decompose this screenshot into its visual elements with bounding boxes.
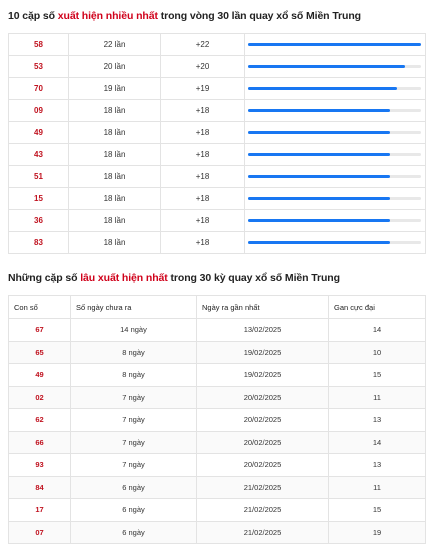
occurrence-count: 18 lần: [69, 188, 161, 210]
header-last-date: Ngày ra gần nhất: [197, 296, 329, 319]
longest-absent-heading: [8, 272, 340, 284]
frequency-bar-track: [248, 87, 421, 90]
days-absent: 7 ngày: [71, 386, 197, 409]
heading-pre: 10 cặp số: [8, 10, 58, 22]
lottery-number[interactable]: 17: [9, 499, 71, 522]
table-row: [9, 409, 426, 432]
occurrence-count: 19 lần: [69, 78, 161, 100]
table-row: [9, 499, 426, 522]
table-row: [9, 386, 426, 409]
occurrence-diff: +18: [161, 144, 245, 166]
table-row: [9, 319, 426, 342]
frequency-bar-track: [248, 131, 421, 134]
days-absent: 6 ngày: [71, 521, 197, 544]
last-draw-date: 20/02/2025: [197, 386, 329, 409]
max-gap: 15: [329, 499, 426, 522]
table-row: [9, 476, 426, 499]
table-row: [9, 100, 426, 122]
lottery-number[interactable]: 51: [9, 166, 69, 188]
lottery-number[interactable]: 02: [9, 386, 71, 409]
table-row: [9, 364, 426, 387]
max-gap: 13: [329, 454, 426, 477]
occurrence-diff: +20: [161, 56, 245, 78]
lottery-number[interactable]: 62: [9, 409, 71, 432]
occurrence-count: 18 lần: [69, 144, 161, 166]
lottery-number[interactable]: 65: [9, 341, 71, 364]
table-row: [9, 341, 426, 364]
frequency-bar-cell: [245, 56, 426, 78]
frequency-bar-cell: [245, 188, 426, 210]
most-frequent-table: [8, 33, 426, 254]
table-row: [9, 78, 426, 100]
lottery-number[interactable]: 67: [9, 319, 71, 342]
last-draw-date: 20/02/2025: [197, 454, 329, 477]
lottery-number[interactable]: 70: [9, 78, 69, 100]
occurrence-diff: +18: [161, 100, 245, 122]
lottery-number[interactable]: 36: [9, 210, 69, 232]
frequency-bar-cell: [245, 232, 426, 254]
last-draw-date: 21/02/2025: [197, 499, 329, 522]
max-gap: 10: [329, 341, 426, 364]
table-row: [9, 431, 426, 454]
frequency-bar-fill: [248, 131, 390, 134]
frequency-bar-fill: [248, 219, 390, 222]
occurrence-count: 18 lần: [69, 232, 161, 254]
occurrence-count: 18 lần: [69, 166, 161, 188]
days-absent: 14 ngày: [71, 319, 197, 342]
occurrence-count: 18 lần: [69, 100, 161, 122]
header-days-absent: Số ngày chưa ra: [71, 296, 197, 319]
days-absent: 6 ngày: [71, 476, 197, 499]
occurrence-diff: +18: [161, 166, 245, 188]
occurrence-count: 20 lần: [69, 56, 161, 78]
table-row: [9, 454, 426, 477]
occurrence-diff: +18: [161, 232, 245, 254]
days-absent: 8 ngày: [71, 364, 197, 387]
frequency-bar-fill: [248, 197, 390, 200]
frequency-bar-track: [248, 197, 421, 200]
frequency-bar-track: [248, 219, 421, 222]
max-gap: 15: [329, 364, 426, 387]
last-draw-date: 13/02/2025: [197, 319, 329, 342]
frequency-bar-track: [248, 153, 421, 156]
table-row: [9, 144, 426, 166]
last-draw-date: 19/02/2025: [197, 341, 329, 364]
max-gap: 11: [329, 476, 426, 499]
frequency-bar-cell: [245, 122, 426, 144]
heading-highlight: lâu xuất hiện nhất: [80, 272, 168, 284]
lottery-number[interactable]: 58: [9, 34, 69, 56]
lottery-number[interactable]: 66: [9, 431, 71, 454]
lottery-number[interactable]: 49: [9, 364, 71, 387]
last-draw-date: 20/02/2025: [197, 431, 329, 454]
frequency-bar-track: [248, 175, 421, 178]
frequency-bar-track: [248, 43, 421, 46]
max-gap: 13: [329, 409, 426, 432]
frequency-bar-cell: [245, 210, 426, 232]
lottery-number[interactable]: 53: [9, 56, 69, 78]
lottery-number[interactable]: 49: [9, 122, 69, 144]
table-row: [9, 122, 426, 144]
frequency-bar-cell: [245, 144, 426, 166]
header-max-gap: Gan cực đại: [329, 296, 426, 319]
table-row: [9, 521, 426, 544]
heading-post: trong vòng 30 lần quay xổ số Miền Trung: [157, 10, 361, 22]
last-draw-date: 20/02/2025: [197, 409, 329, 432]
max-gap: 11: [329, 386, 426, 409]
frequency-bar-cell: [245, 78, 426, 100]
days-absent: 7 ngày: [71, 454, 197, 477]
last-draw-date: 21/02/2025: [197, 476, 329, 499]
max-gap: 14: [329, 319, 426, 342]
table-row: [9, 56, 426, 78]
days-absent: 6 ngày: [71, 499, 197, 522]
table-row: [9, 232, 426, 254]
occurrence-diff: +22: [161, 34, 245, 56]
occurrence-diff: +18: [161, 210, 245, 232]
frequency-bar-fill: [248, 43, 421, 46]
occurrence-count: 22 lần: [69, 34, 161, 56]
last-draw-date: 21/02/2025: [197, 521, 329, 544]
heading-highlight: xuất hiện nhiều nhất: [57, 10, 158, 22]
max-gap: 19: [329, 521, 426, 544]
table-header-row: [9, 296, 426, 319]
days-absent: 7 ngày: [71, 409, 197, 432]
frequency-bar-track: [248, 65, 421, 68]
header-number: Con số: [9, 296, 71, 319]
occurrence-count: 18 lần: [69, 122, 161, 144]
occurrence-diff: +19: [161, 78, 245, 100]
frequency-bar-fill: [248, 175, 390, 178]
table-row: [9, 34, 426, 56]
longest-absent-table: [8, 295, 426, 544]
lottery-number[interactable]: 43: [9, 144, 69, 166]
frequency-bar-cell: [245, 34, 426, 56]
table-row: [9, 210, 426, 232]
lottery-number[interactable]: 93: [9, 454, 71, 477]
frequency-bar-fill: [248, 65, 405, 68]
frequency-bar-cell: [245, 100, 426, 122]
frequency-bar-fill: [248, 109, 390, 112]
most-frequent-heading: [8, 10, 361, 22]
lottery-number[interactable]: 83: [9, 232, 69, 254]
last-draw-date: 19/02/2025: [197, 364, 329, 387]
heading-post: trong 30 kỳ quay xổ số Miền Trung: [167, 272, 340, 284]
days-absent: 7 ngày: [71, 431, 197, 454]
frequency-bar-track: [248, 109, 421, 112]
frequency-bar-fill: [248, 153, 390, 156]
table-row: [9, 188, 426, 210]
lottery-number[interactable]: 07: [9, 521, 71, 544]
table-row: [9, 166, 426, 188]
frequency-bar-fill: [248, 87, 397, 90]
days-absent: 8 ngày: [71, 341, 197, 364]
frequency-bar-cell: [245, 166, 426, 188]
occurrence-diff: +18: [161, 122, 245, 144]
occurrence-count: 18 lần: [69, 210, 161, 232]
frequency-bar-track: [248, 241, 421, 244]
max-gap: 14: [329, 431, 426, 454]
lottery-number[interactable]: 09: [9, 100, 69, 122]
lottery-number[interactable]: 15: [9, 188, 69, 210]
heading-pre: Những cặp số: [8, 272, 81, 284]
lottery-number[interactable]: 84: [9, 476, 71, 499]
frequency-bar-fill: [248, 241, 390, 244]
occurrence-diff: +18: [161, 188, 245, 210]
